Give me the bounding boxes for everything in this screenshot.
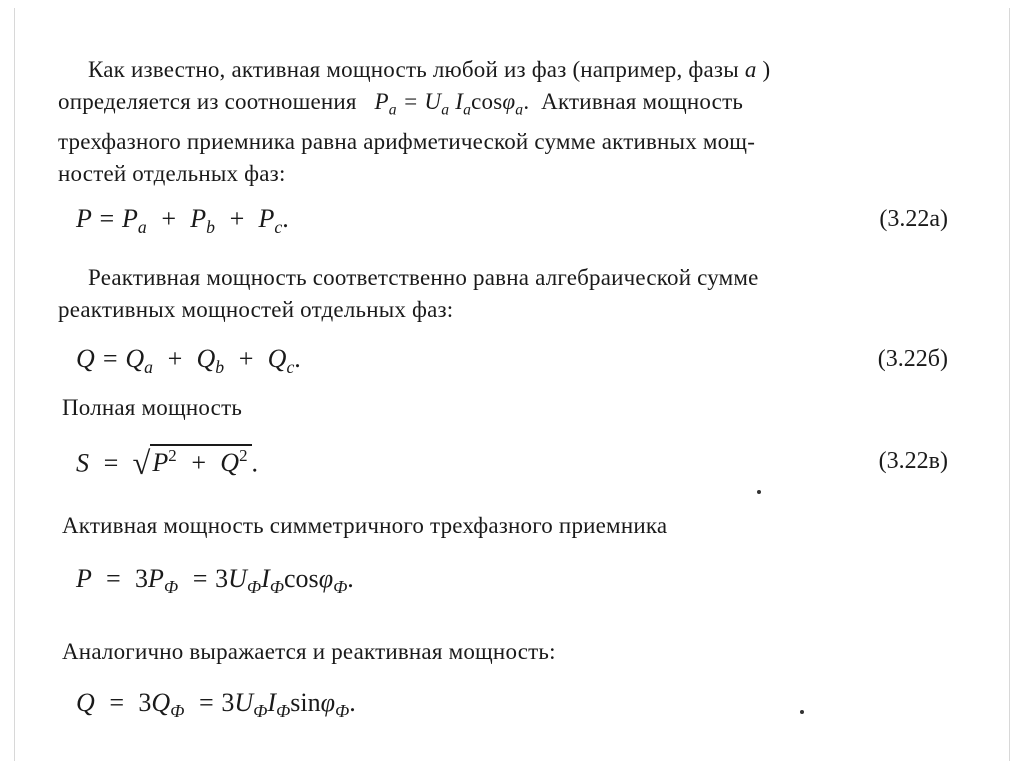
equation-number: (3.22в) [878, 448, 948, 474]
square-root: $√P^2 + Q^2$ [133, 446, 252, 483]
text-line: Активная мощность симметричного трехфазного приемника [62, 513, 668, 538]
scan-speck [757, 490, 761, 494]
text-line: Как известно, активная мощность любой из фаз (например, фазы a ) [88, 57, 771, 82]
paragraph-active-power-intro [58, 54, 958, 190]
paragraph-symmetric-active-power [62, 510, 962, 542]
paragraph-reactive-analog [62, 636, 962, 668]
text-line: Аналогично выражается и реактивная мощность: [62, 639, 556, 664]
formula-symmetric-active-power: $P = 3P_Ф = 3U_ФI_Ф\cos\varphi_Ф$. [76, 564, 354, 598]
text-line: ностей отдельных фаз: [58, 161, 286, 187]
text-line: Реактивная мощность соответственно равна алгебраической сумме [88, 265, 759, 290]
paragraph-apparent-power [62, 392, 962, 424]
text-line: определяется из соотношения $P_a = U_a$ $I_a\cos\varphi_a$. Активная мощность [58, 89, 744, 119]
equation-number: (3.22б) [877, 346, 948, 372]
equation-symmetric-active-power [58, 564, 978, 604]
paragraph-reactive-power [58, 262, 958, 326]
equation-number: (3.22а) [879, 206, 948, 232]
inline-formula-phase-power: $P_a = U_a$ $I_a\cos\varphi_a$ [374, 89, 524, 119]
equation-3-22c [58, 446, 978, 486]
equation-symmetric-reactive-power [58, 688, 978, 728]
text-line: реактивных мощностей отдельных фаз: [58, 297, 454, 322]
equation-3-22a [58, 204, 978, 244]
formula-reactive-power-sum: $Q = Q_a + Q_b + Q_c$. [76, 344, 301, 378]
text-line: трехфазного приемника равна арифметической сумме активных мощ- [58, 129, 756, 155]
equation-3-22b [58, 344, 978, 384]
formula-active-power-sum: $P = P_a + P_b + P_c$. [76, 204, 289, 238]
text-line: Полная мощность [62, 395, 243, 420]
formula-symmetric-reactive-power: $Q = 3Q_Ф = 3U_ФI_Ф\sin\varphi_Ф$. [76, 688, 356, 722]
scan-speck [800, 710, 804, 714]
formula-apparent-power: $S = √P^2 + Q^2$ . [76, 446, 259, 482]
